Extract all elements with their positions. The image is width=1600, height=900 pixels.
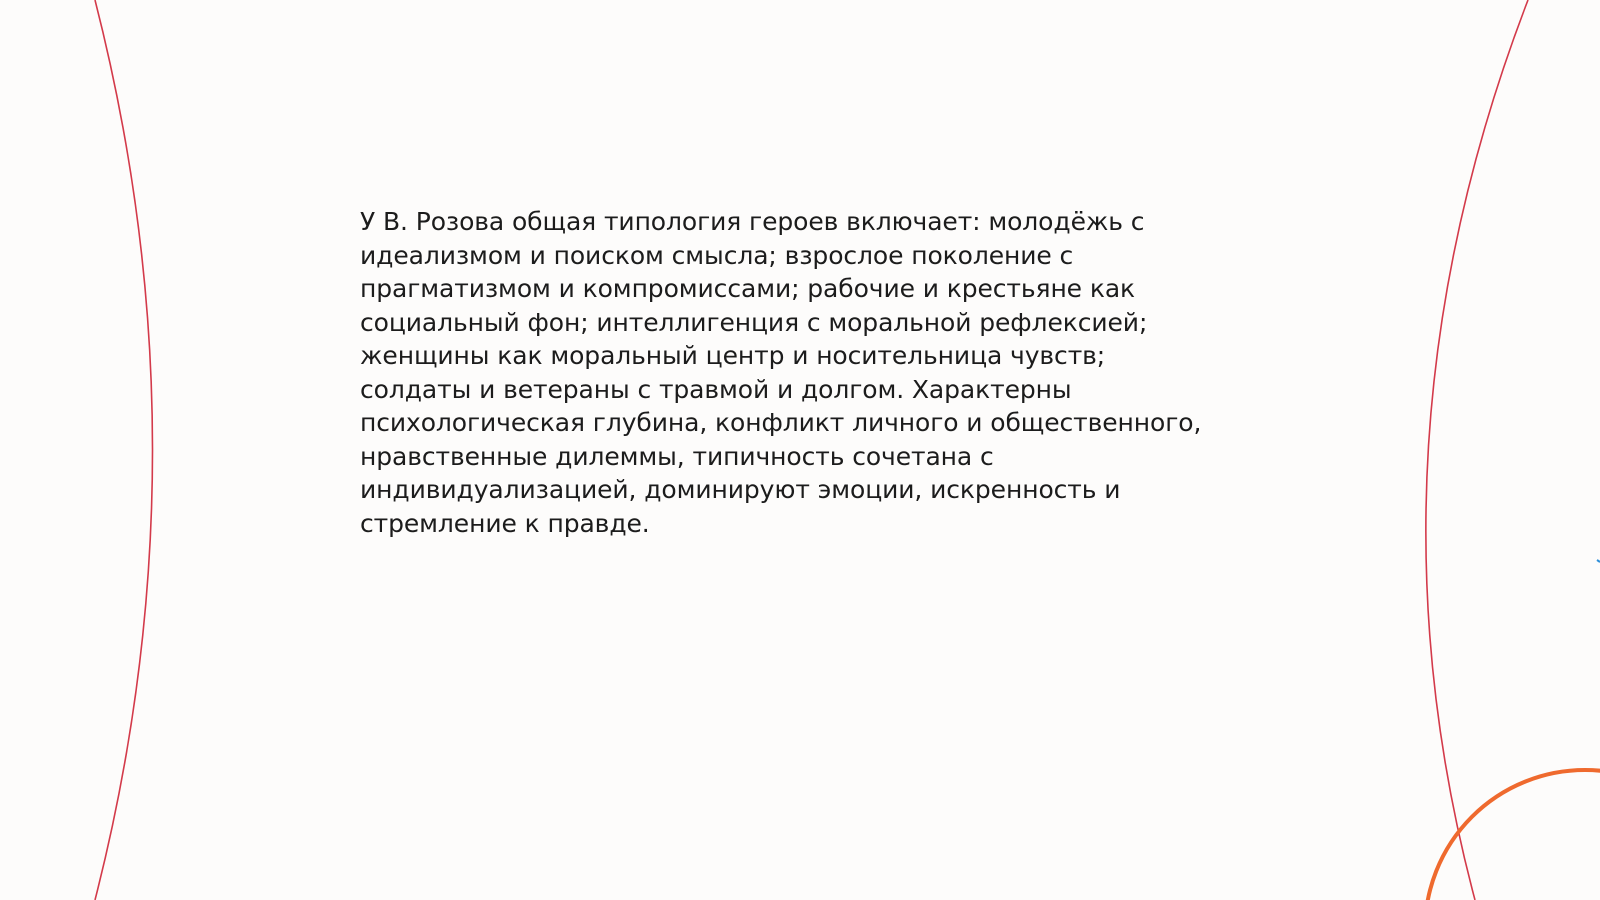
orange-circle-arc bbox=[1425, 770, 1600, 900]
right-frame-curve bbox=[1426, 0, 1528, 900]
left-frame-curve bbox=[95, 0, 153, 900]
slide-body-text: У В. Розова общая типология героев включает: молодёжь с идеализмом и поиском смысла; взрослое поколение с прагматизмом и компромиссами; рабочие и крестьяне как социальный фон; интеллигенция с моральной рефлексией; женщины как моральный центр и носительница чувств; солдаты и ветераны с травмой и долгом. Характерны психологическая глубина, конфликт личного и общественного, нравственные дилеммы, типичность сочетана с индивидуализацией, доминируют эмоции, искренность и стремление к правде. bbox=[360, 207, 1202, 538]
